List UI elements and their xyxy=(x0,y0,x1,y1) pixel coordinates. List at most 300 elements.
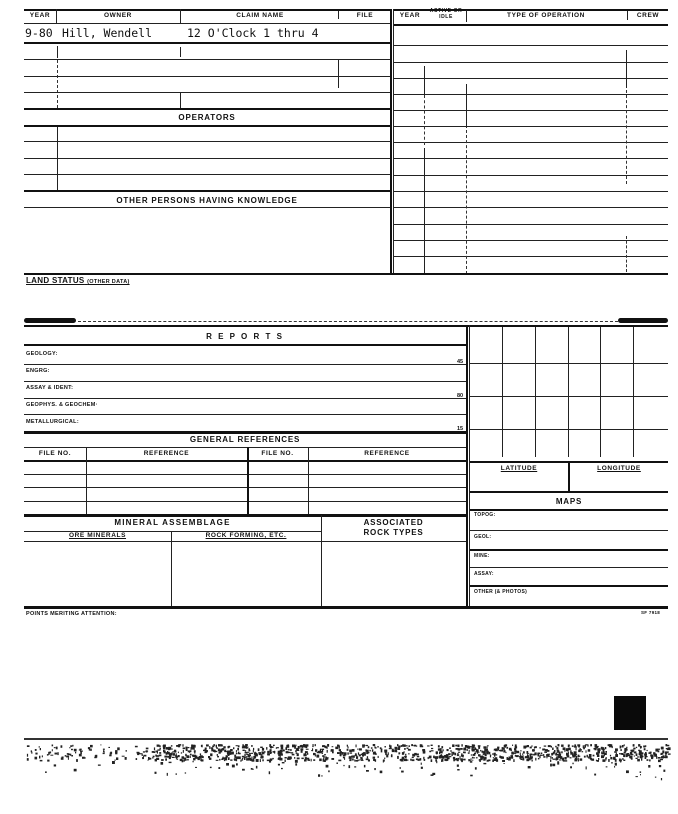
noise-speck xyxy=(201,745,202,747)
noise-speck xyxy=(452,744,454,747)
noise-speck xyxy=(451,752,452,754)
noise-speck xyxy=(169,762,172,763)
noise-speck xyxy=(495,760,497,761)
noise-speck xyxy=(140,753,143,754)
noise-speck xyxy=(412,757,414,758)
noise-speck xyxy=(253,750,254,753)
noise-speck xyxy=(324,757,327,758)
noise-speck xyxy=(245,750,246,752)
noise-speck xyxy=(502,747,504,750)
noise-speck xyxy=(356,745,357,748)
noise-speck xyxy=(52,745,54,747)
noise-speck xyxy=(565,760,568,761)
noise-speck xyxy=(454,759,456,761)
noise-speck xyxy=(575,758,576,761)
noise-speck xyxy=(412,759,415,761)
noise-speck xyxy=(369,750,370,752)
noise-speck xyxy=(61,758,64,760)
noise-speck xyxy=(663,770,665,772)
noise-speck xyxy=(116,757,118,760)
noise-speck xyxy=(410,759,412,761)
noise-speck xyxy=(343,765,344,766)
noise-speck xyxy=(498,749,499,751)
noise-speck xyxy=(232,765,235,768)
noise-speck xyxy=(190,754,192,756)
noise-speck xyxy=(496,748,498,749)
noise-speck xyxy=(401,745,403,747)
noise-speck xyxy=(260,747,263,748)
noise-speck xyxy=(228,746,230,748)
noise-speck xyxy=(650,752,652,754)
noise-speck xyxy=(572,745,574,747)
noise-speck xyxy=(226,756,228,757)
noise-speck xyxy=(640,746,641,749)
noise-speck xyxy=(593,755,595,757)
noise-speck xyxy=(158,759,160,760)
noise-speck xyxy=(269,771,270,774)
noise-speck xyxy=(553,751,555,753)
noise-speck xyxy=(483,758,485,761)
noise-speck xyxy=(481,758,483,760)
noise-speck xyxy=(301,750,303,753)
noise-speck xyxy=(633,744,635,746)
scan-artifact-block xyxy=(614,696,646,730)
noise-speck xyxy=(163,750,165,752)
noise-speck xyxy=(374,768,376,770)
noise-speck xyxy=(149,758,151,760)
noise-speck xyxy=(297,758,300,760)
noise-speck xyxy=(80,751,83,752)
punch-mark-right xyxy=(618,318,668,323)
noise-speck xyxy=(668,747,671,750)
noise-speck xyxy=(391,754,392,756)
noise-speck xyxy=(472,746,473,749)
noise-speck xyxy=(337,752,340,754)
noise-speck xyxy=(160,748,161,750)
noise-speck xyxy=(373,744,376,746)
noise-speck xyxy=(429,756,432,759)
noise-speck xyxy=(458,752,460,753)
noise-speck xyxy=(623,754,626,757)
noise-speck xyxy=(641,752,644,754)
noise-speck xyxy=(614,757,615,760)
noise-speck xyxy=(298,746,300,749)
noise-speck xyxy=(331,749,334,751)
noise-speck xyxy=(74,749,77,752)
noise-speck xyxy=(440,755,443,758)
reports-heading: R E P O R T S xyxy=(206,332,284,341)
noise-speck xyxy=(475,751,477,752)
noise-speck xyxy=(392,750,394,752)
noise-speck xyxy=(278,764,280,766)
noise-speck xyxy=(183,758,186,760)
noise-speck xyxy=(338,760,341,762)
noise-speck xyxy=(266,747,267,750)
noise-speck xyxy=(624,748,625,751)
noise-speck xyxy=(441,746,443,748)
noise-speck xyxy=(453,757,455,759)
noise-speck xyxy=(476,749,479,751)
noise-speck xyxy=(146,750,148,752)
noise-speck xyxy=(489,752,491,755)
noise-speck xyxy=(486,748,488,750)
noise-speck xyxy=(457,769,459,771)
noise-speck xyxy=(431,745,433,746)
maps-mine: MINE: xyxy=(474,553,490,559)
noise-speck xyxy=(472,760,473,761)
noise-speck xyxy=(597,760,599,762)
row-claim-name[interactable]: 12 O'Clock 1 thru 4 xyxy=(187,26,319,40)
noise-speck xyxy=(367,756,368,758)
noise-speck xyxy=(473,757,475,758)
general-references-heading: GENERAL REFERENCES xyxy=(189,435,301,444)
noise-speck xyxy=(640,771,642,773)
noise-speck xyxy=(372,749,373,752)
noise-speck xyxy=(623,760,625,761)
noise-speck xyxy=(558,744,560,746)
header-ore-minerals: ORE MINERALS xyxy=(68,532,127,539)
noise-speck xyxy=(492,753,494,754)
noise-speck xyxy=(636,753,638,756)
noise-speck xyxy=(515,750,517,751)
noise-speck xyxy=(194,751,195,754)
noise-speck xyxy=(471,758,472,761)
noise-speck xyxy=(503,750,505,752)
noise-speck xyxy=(559,759,561,760)
noise-speck xyxy=(338,746,340,749)
noise-speck xyxy=(620,746,622,747)
noise-speck xyxy=(243,750,245,751)
noise-speck xyxy=(476,757,478,758)
points-meriting-attention: POINTS MERITING ATTENTION: xyxy=(26,611,117,617)
noise-speck xyxy=(642,756,643,758)
noise-speck xyxy=(478,746,480,749)
row-owner[interactable]: Hill, Wendell xyxy=(62,26,153,40)
noise-speck xyxy=(344,753,346,755)
noise-speck xyxy=(532,760,533,762)
noise-speck xyxy=(413,745,416,746)
noise-speck xyxy=(27,745,30,747)
noise-speck xyxy=(100,744,101,745)
noise-speck xyxy=(155,760,157,762)
noise-speck xyxy=(301,758,303,760)
noise-speck xyxy=(295,750,297,752)
noise-speck xyxy=(546,756,547,758)
noise-speck xyxy=(567,755,570,757)
noise-speck xyxy=(355,755,358,756)
noise-speck xyxy=(599,748,600,751)
noise-speck xyxy=(506,747,508,749)
noise-speck xyxy=(401,771,404,773)
noise-speck xyxy=(350,752,353,753)
noise-speck xyxy=(323,757,324,759)
noise-speck xyxy=(552,748,554,751)
noise-speck xyxy=(219,749,220,752)
noise-speck xyxy=(210,755,212,756)
form-number: SF 7918 xyxy=(641,610,661,615)
noise-speck xyxy=(551,753,553,756)
noise-speck xyxy=(661,778,662,780)
noise-speck xyxy=(484,751,486,753)
noise-speck xyxy=(590,758,592,760)
noise-speck xyxy=(244,757,245,758)
noise-speck xyxy=(568,745,570,748)
noise-speck xyxy=(362,759,363,761)
noise-speck xyxy=(595,748,597,751)
noise-speck xyxy=(397,756,399,759)
noise-speck xyxy=(438,748,441,750)
noise-speck xyxy=(475,767,477,769)
noise-speck xyxy=(472,749,475,752)
noise-speck xyxy=(619,753,620,754)
noise-speck xyxy=(272,758,274,759)
noise-speck xyxy=(529,757,531,760)
noise-speck xyxy=(226,763,229,766)
noise-speck xyxy=(647,759,649,761)
noise-speck xyxy=(136,758,138,760)
noise-speck xyxy=(423,757,424,760)
noise-speck xyxy=(282,762,285,763)
noise-speck xyxy=(511,749,512,751)
noise-speck xyxy=(253,756,255,759)
noise-speck xyxy=(71,755,73,757)
noise-speck xyxy=(238,745,240,747)
noise-speck xyxy=(161,762,164,765)
noise-speck xyxy=(631,753,632,755)
header-file-no-2: FILE NO. xyxy=(261,450,294,457)
noise-speck xyxy=(165,758,167,760)
noise-speck xyxy=(469,760,470,761)
noise-speck xyxy=(355,760,358,762)
longitude-label: LONGITUDE xyxy=(597,465,641,472)
noise-speck xyxy=(311,750,313,751)
noise-speck xyxy=(439,751,440,754)
noise-speck xyxy=(110,753,112,755)
noise-speck xyxy=(525,746,527,748)
other-persons-heading: OTHER PERSONS HAVING KNOWLEDGE xyxy=(116,196,298,205)
noise-speck xyxy=(189,751,190,753)
noise-speck xyxy=(655,777,656,778)
noise-speck xyxy=(327,744,329,747)
noise-speck xyxy=(378,756,379,758)
noise-speck xyxy=(659,765,661,767)
noise-speck xyxy=(603,751,605,754)
noise-speck xyxy=(76,759,78,762)
noise-speck xyxy=(586,750,587,753)
noise-speck xyxy=(446,749,447,750)
noise-speck xyxy=(230,759,232,760)
report-metallurgical-number: 15 xyxy=(457,426,464,432)
noise-speck xyxy=(245,752,248,754)
noise-speck xyxy=(405,748,406,749)
noise-speck xyxy=(555,754,558,756)
noise-speck xyxy=(645,752,647,754)
noise-speck xyxy=(629,754,630,756)
noise-speck xyxy=(280,754,281,757)
header-file: FILE xyxy=(356,12,374,19)
noise-speck xyxy=(405,754,406,756)
noise-speck xyxy=(236,745,238,746)
noise-speck xyxy=(294,746,296,749)
noise-speck xyxy=(126,750,127,752)
noise-speck xyxy=(594,774,596,776)
noise-speck xyxy=(229,753,232,755)
noise-speck xyxy=(371,747,373,749)
noise-speck xyxy=(597,746,599,747)
noise-speck xyxy=(267,753,270,755)
noise-speck xyxy=(200,753,201,755)
noise-speck xyxy=(548,756,550,757)
noise-speck xyxy=(361,754,364,755)
noise-speck xyxy=(460,758,461,759)
noise-speck xyxy=(555,746,557,748)
noise-speck xyxy=(224,758,227,761)
noise-speck xyxy=(344,757,345,760)
noise-speck xyxy=(515,744,517,747)
noise-speck xyxy=(237,748,239,751)
noise-speck xyxy=(115,760,116,761)
noise-speck xyxy=(640,757,642,758)
noise-speck xyxy=(515,755,516,757)
noise-speck xyxy=(273,745,275,746)
noise-speck xyxy=(641,758,642,760)
noise-speck xyxy=(405,756,407,758)
noise-speck xyxy=(307,758,310,760)
noise-speck xyxy=(507,757,509,760)
noise-speck xyxy=(463,752,466,754)
noise-speck xyxy=(611,762,613,763)
noise-speck xyxy=(90,749,92,751)
noise-speck xyxy=(306,749,309,750)
noise-speck xyxy=(436,751,438,754)
noise-speck xyxy=(223,746,225,748)
noise-speck xyxy=(407,748,409,749)
noise-speck xyxy=(408,753,409,754)
noise-speck xyxy=(487,745,489,746)
noise-speck xyxy=(647,750,648,751)
noise-speck xyxy=(234,755,236,757)
noise-speck xyxy=(606,766,608,767)
noise-speck xyxy=(70,754,72,756)
noise-speck xyxy=(45,771,47,773)
noise-speck xyxy=(509,757,511,759)
noise-speck xyxy=(171,745,173,746)
noise-speck xyxy=(502,760,505,762)
noise-speck xyxy=(414,753,417,756)
noise-speck xyxy=(649,759,651,761)
noise-speck xyxy=(172,757,175,758)
noise-speck xyxy=(231,752,234,755)
noise-speck xyxy=(236,750,237,753)
noise-speck xyxy=(449,748,451,749)
noise-speck xyxy=(221,744,222,746)
noise-speck xyxy=(347,749,349,751)
noise-speck xyxy=(520,753,521,756)
noise-speck xyxy=(288,749,290,751)
noise-speck xyxy=(629,756,632,758)
noise-speck xyxy=(601,755,604,758)
noise-speck xyxy=(512,745,513,746)
noise-speck xyxy=(603,747,605,749)
noise-speck xyxy=(313,753,316,755)
noise-speck xyxy=(626,770,629,773)
noise-speck xyxy=(31,750,32,752)
noise-speck xyxy=(478,754,481,756)
noise-speck xyxy=(281,747,284,750)
noise-speck xyxy=(448,753,451,755)
noise-speck xyxy=(389,748,392,749)
noise-speck xyxy=(192,755,195,757)
noise-speck xyxy=(365,745,368,746)
noise-speck xyxy=(568,748,571,750)
noise-speck xyxy=(660,754,662,755)
noise-speck xyxy=(303,744,306,747)
noise-speck xyxy=(218,767,220,769)
noise-speck xyxy=(434,757,436,759)
noise-speck xyxy=(287,744,289,746)
noise-speck xyxy=(483,746,486,748)
noise-speck xyxy=(66,756,69,758)
noise-speck xyxy=(112,761,115,764)
noise-speck xyxy=(457,745,459,748)
noise-speck xyxy=(542,749,545,751)
noise-speck xyxy=(297,753,299,756)
noise-speck xyxy=(295,760,298,763)
noise-speck xyxy=(588,757,589,759)
noise-speck xyxy=(161,759,164,761)
noise-speck xyxy=(292,754,295,756)
noise-speck xyxy=(201,759,204,761)
noise-speck xyxy=(479,759,480,760)
noise-speck xyxy=(328,770,330,772)
noise-speck xyxy=(69,747,70,748)
noise-speck xyxy=(264,751,266,753)
noise-speck xyxy=(516,755,519,757)
noise-speck xyxy=(52,749,53,751)
noise-speck xyxy=(288,752,290,753)
noise-speck xyxy=(236,759,237,762)
noise-speck xyxy=(27,754,28,757)
noise-speck xyxy=(634,751,637,753)
noise-speck xyxy=(449,758,450,759)
noise-speck xyxy=(435,756,438,759)
noise-speck xyxy=(436,761,437,763)
noise-speck xyxy=(364,765,366,768)
noise-speck xyxy=(449,756,452,757)
noise-speck xyxy=(630,750,632,752)
noise-speck xyxy=(561,751,563,753)
noise-speck xyxy=(216,745,217,748)
noise-speck xyxy=(186,749,188,752)
noise-speck xyxy=(305,751,308,753)
noise-speck xyxy=(469,750,470,753)
noise-speck xyxy=(504,745,506,748)
noise-speck xyxy=(138,753,140,755)
noise-speck xyxy=(190,750,191,752)
noise-speck xyxy=(532,754,534,755)
header-reference-1: REFERENCE xyxy=(143,450,190,457)
noise-speck xyxy=(609,744,612,747)
noise-speck xyxy=(163,745,166,747)
noise-speck xyxy=(294,757,295,759)
header-claim-name: CLAIM NAME xyxy=(236,12,284,19)
noise-speck xyxy=(217,754,218,756)
noise-speck xyxy=(520,756,523,758)
row-year[interactable]: 9-80 xyxy=(25,26,53,40)
noise-speck xyxy=(588,749,591,752)
noise-speck xyxy=(242,758,243,759)
noise-speck xyxy=(532,749,535,751)
